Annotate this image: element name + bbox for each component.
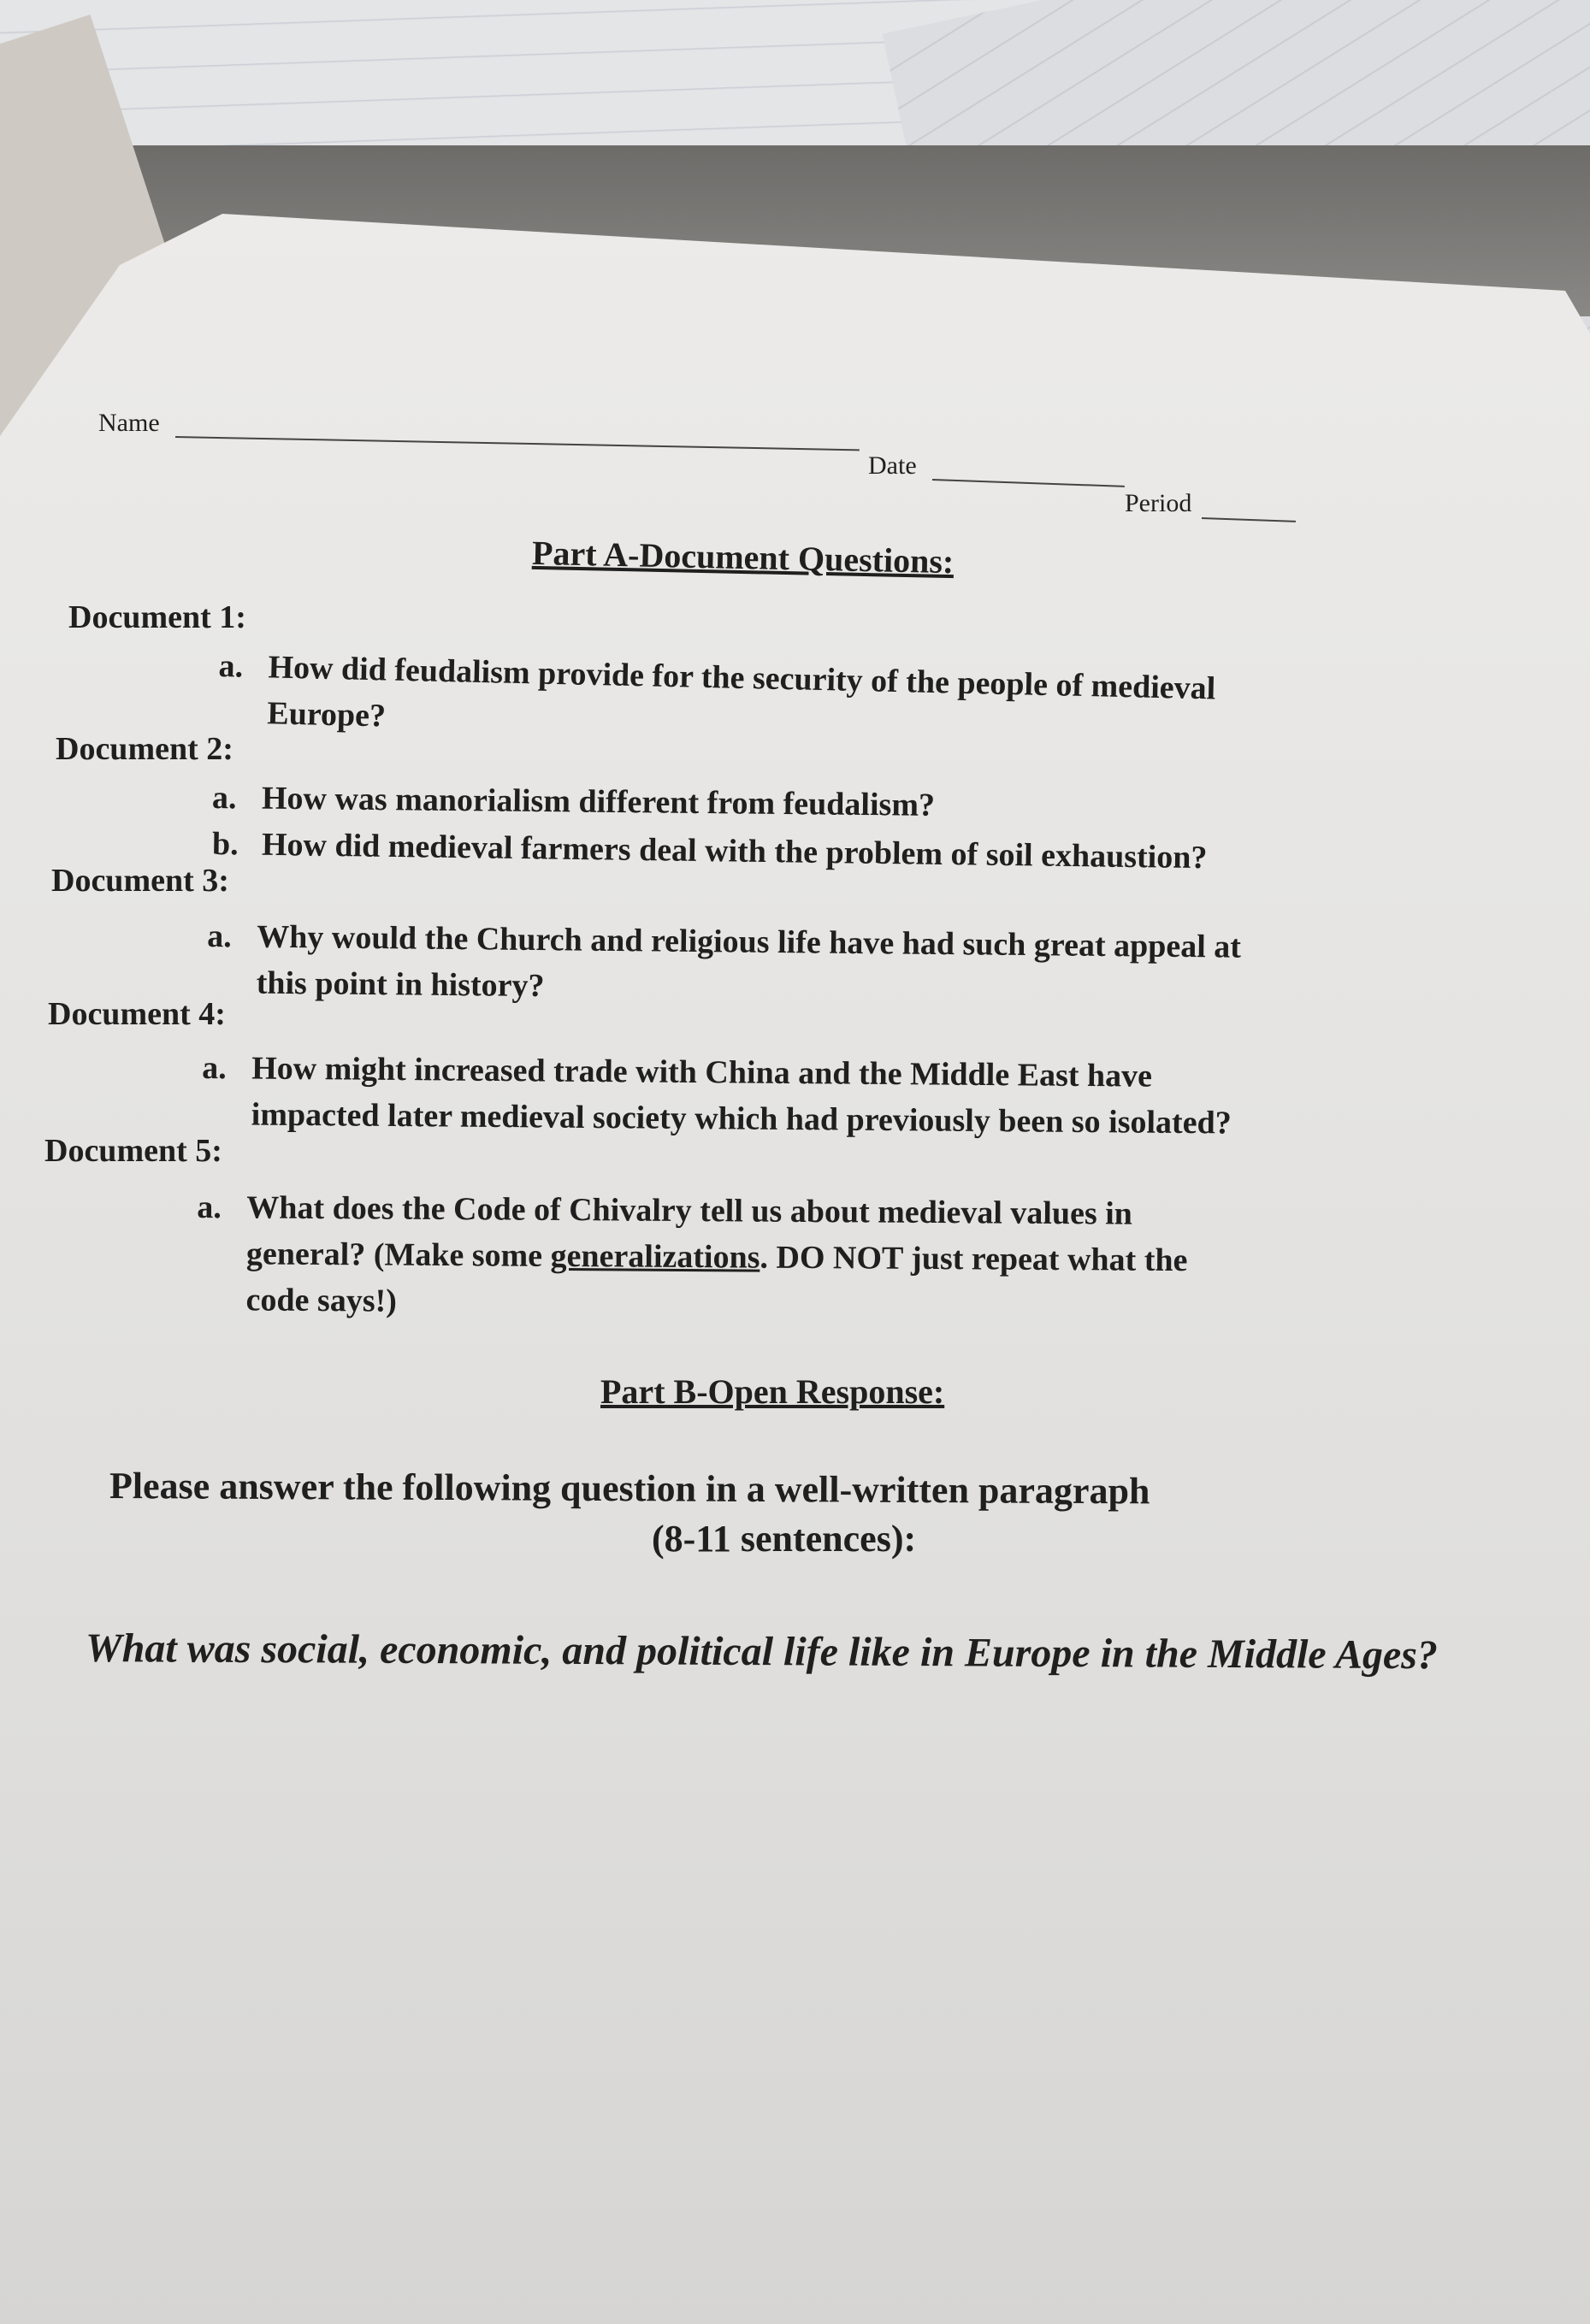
document-1-label: Document 1: bbox=[68, 599, 246, 635]
question-line: What does the Code of Chivalry tell us about medieval values in bbox=[246, 1189, 1133, 1232]
document-2-question-a bbox=[212, 775, 936, 829]
question-letter: a. bbox=[207, 918, 233, 955]
question-line: Europe? bbox=[266, 695, 387, 734]
name-field[interactable] bbox=[175, 436, 860, 451]
period-label: Period bbox=[1125, 489, 1192, 517]
part-b-instruction-line-1: Please answer the following question in a well-written paragraph bbox=[109, 1465, 1150, 1513]
question-letter: a. bbox=[197, 1189, 222, 1226]
question-line: code says!) bbox=[245, 1282, 398, 1319]
question-line: How did feudalism provide for the security of the people of medieval bbox=[268, 649, 1216, 707]
document-5-question-a bbox=[196, 1184, 1188, 1330]
date-field[interactable] bbox=[932, 479, 1125, 487]
name-label: Name bbox=[98, 409, 160, 437]
question-line: How did medieval farmers deal with the problem of soil exhaustion? bbox=[261, 826, 1208, 876]
document-3-label: Document 3: bbox=[51, 863, 229, 899]
date-label: Date bbox=[868, 451, 917, 480]
question-line: Why would the Church and religious life have had such great appeal at bbox=[257, 918, 1242, 965]
question-letter: a. bbox=[218, 648, 244, 685]
document-2-question-b bbox=[212, 821, 1208, 881]
period-field[interactable] bbox=[1202, 517, 1296, 522]
document-2-label: Document 2: bbox=[56, 731, 233, 767]
question-letter: a. bbox=[202, 1050, 227, 1087]
question-line bbox=[197, 1230, 1188, 1283]
underlined-word: generalizations bbox=[550, 1237, 760, 1276]
document-3-question-a bbox=[206, 913, 1241, 1017]
question-line: How was manorialism different from feudalism? bbox=[261, 780, 936, 823]
part-a-title: Part A-Document Questions: bbox=[531, 533, 955, 581]
question-line: this point in history? bbox=[256, 964, 545, 1005]
document-5-label: Document 5: bbox=[44, 1133, 222, 1169]
open-response-question: What was social, economic, and political life like in Europe in the Middle Ages? bbox=[85, 1625, 1439, 1678]
question-letter: a. bbox=[211, 780, 237, 817]
document-4-label: Document 4: bbox=[48, 996, 226, 1032]
question-line: impacted later medieval society which had previously been so isolated? bbox=[251, 1096, 1232, 1141]
question-text: . DO NOT just repeat what the bbox=[760, 1239, 1188, 1279]
document-4-question-a bbox=[202, 1045, 1232, 1147]
part-b-instruction-line-2: (8-11 sentences): bbox=[652, 1518, 917, 1560]
question-line: How might increased trade with China and the Middle East have bbox=[251, 1050, 1153, 1094]
question-letter: b. bbox=[211, 826, 239, 863]
document-1-question-a bbox=[217, 643, 1216, 758]
question-text: general? (Make some bbox=[245, 1236, 551, 1274]
part-b-title: Part B-Open Response: bbox=[600, 1372, 945, 1411]
